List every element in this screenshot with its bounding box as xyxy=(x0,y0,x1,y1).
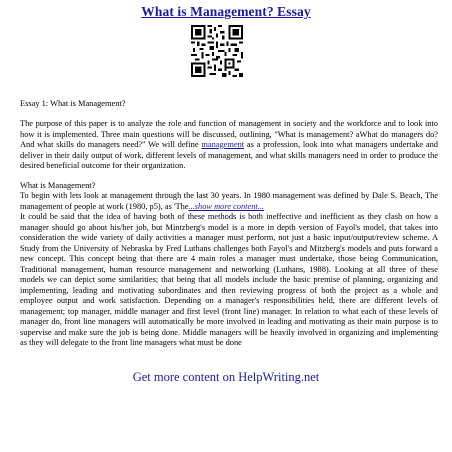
show-more-link[interactable]: ...show more content... xyxy=(188,201,265,211)
section-heading: What is Management? xyxy=(20,181,96,190)
qr-code-icon xyxy=(191,25,243,77)
body-text-part2: It could be said that the idea of having both of these methods is both ineffective and inefficient as they clash on how a manager should go about his/her job, but Mintzberg's model is a more in depth version of Fayol's model, that takes into consideration the wide variety of daily activities a manager must perform, not just a basic input/output/review scheme. A Study from the University of Nebraska by Fred Luthans challenges both Fayol's and Mitzberg's models and puts forward a new concept. This concept being that there are 4 main roles a manager must undertake, those being Communication, Traditional management, human resource management and networking (Luthans, 1988). Looking at all three of these models we can depict some similarities; that being that all models include the basic premise of planning, organizing and implementing, leading and motivating subordinates and then reviewing progress of both the project as a whole and employee output and work satisfaction. Depending on a manager's responsibilities held, there are different levels of management; top manager, middle manager and first level (front line) manager. In relation to what each of these levels of manager do, front line managers will automatically be more involved in leading and motivating as their main purpose is to supervise and make sure the job is being done. Middle managers will be heavily involved in organizing and implementing as they will delegate to the front line managers what must be done xyxy=(20,212,438,347)
document-title[interactable]: What is Management? Essay xyxy=(141,4,311,19)
intro-text-start: The purpose of this paper is to analyze the role and function of management in society and the workforce and to look into how it is implemented. Three main questions will be discussed, outlining, "What is management? aWhat do managers do? And what skills do managers need?" We will define xyxy=(20,119,438,149)
intro-text-end: as a profession, look into what managers undertake and deliver in their daily output of work, different levels of management, and what skills managers need in order to produce the desired beneficial outcome for their organization. xyxy=(20,140,438,170)
intro-paragraph xyxy=(20,119,438,172)
get-more-content-link[interactable]: Get more content on HelpWriting.net xyxy=(132,370,320,384)
body-text-part1: To begin with lets look at management through the last 30 years. In 1980 management was defined by Dale S. Beach, The management of people at work (1980, p5), as 'The xyxy=(20,191,438,211)
management-link[interactable]: management xyxy=(201,140,245,149)
essay-heading: Essay 1: What is Management? xyxy=(20,99,126,108)
body-paragraph xyxy=(20,191,438,349)
